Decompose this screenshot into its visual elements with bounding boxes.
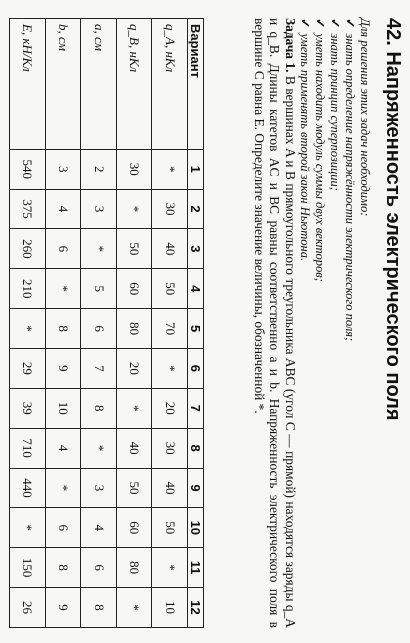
table-cell: 3 [81, 189, 117, 229]
requirements-block [297, 18, 372, 628]
table-cell: 70 [152, 309, 188, 349]
table-cell: 20 [152, 388, 188, 428]
table-cell: 210 [10, 269, 46, 309]
variant-number: 12 [188, 588, 204, 628]
table-cell: 30 [116, 149, 152, 189]
requirement-item: ✓знать определение напряжённости электрического поля; [343, 18, 357, 342]
variant-number: 5 [188, 309, 204, 349]
table-cell: 60 [116, 508, 152, 548]
table-cell: * [81, 229, 117, 269]
table-cell: 3 [81, 468, 117, 508]
table-cell: 4 [81, 508, 117, 548]
table-cell: 6 [81, 548, 117, 588]
table-cell: 80 [116, 548, 152, 588]
table-cell: 8 [81, 388, 117, 428]
table-cell: 20 [116, 349, 152, 389]
table-cell: 50 [116, 468, 152, 508]
variants-table [9, 18, 204, 628]
table-cell: 2 [81, 149, 117, 189]
table-cell: * [116, 588, 152, 628]
table-cell: 4 [45, 189, 81, 229]
table-cell: 80 [116, 309, 152, 349]
table-cell: * [152, 548, 188, 588]
variant-number: 10 [188, 508, 204, 548]
check-icon: ✓ [313, 18, 327, 29]
variant-number: 4 [188, 269, 204, 309]
table-cell: 8 [45, 548, 81, 588]
table-cell: 3 [45, 149, 81, 189]
requirement-item: ✓уметь применять второй закон Ньютона. [298, 18, 312, 262]
section-heading: 42. Напряженность электрического поля [382, 18, 404, 421]
table-cell: 29 [10, 349, 46, 389]
variant-number: 9 [188, 468, 204, 508]
table-cell: 50 [116, 229, 152, 269]
table-row [10, 19, 46, 628]
row-label: a, см [81, 19, 117, 150]
table-cell: * [152, 349, 188, 389]
variant-number: 8 [188, 428, 204, 468]
table-cell: 40 [152, 229, 188, 269]
table-cell: 150 [10, 548, 46, 588]
row-label: q_B, нКл [116, 19, 152, 150]
table-row [81, 19, 117, 628]
variant-number: 6 [188, 349, 204, 389]
row-label: E, кН/Кл [10, 19, 46, 150]
check-icon: ✓ [298, 18, 312, 29]
table-cell: * [45, 468, 81, 508]
variant-number: 2 [188, 189, 204, 229]
requirement-item: ✓уметь находить модуль суммы двух векторов; [313, 18, 327, 282]
table-body [10, 19, 188, 628]
table-cell: 440 [10, 468, 46, 508]
table-cell: 40 [116, 428, 152, 468]
table-cell: 8 [45, 309, 81, 349]
table-cell: 10 [45, 388, 81, 428]
table-cell: 39 [10, 388, 46, 428]
table-cell: 9 [45, 588, 81, 628]
table-row [45, 19, 81, 628]
table-cell: * [45, 269, 81, 309]
table-cell: 9 [45, 349, 81, 389]
check-icon: ✓ [343, 18, 357, 29]
task-label: Задача 1. [283, 18, 298, 73]
table-header-row [188, 19, 204, 628]
table-cell: 10 [152, 588, 188, 628]
table-cell: * [116, 388, 152, 428]
table-cell: 50 [152, 269, 188, 309]
table-cell: * [10, 508, 46, 548]
task-statement [252, 18, 299, 628]
table-cell: * [10, 309, 46, 349]
requirements-list [297, 18, 357, 628]
table-cell: 6 [81, 309, 117, 349]
row-label: b, см [45, 19, 81, 150]
table-cell: * [152, 149, 188, 189]
table-cell: 6 [45, 229, 81, 269]
check-icon: ✓ [328, 18, 342, 29]
table-cell: 5 [81, 269, 117, 309]
table-cell: 4 [45, 428, 81, 468]
table-cell: 7 [81, 349, 117, 389]
table-row [116, 19, 152, 628]
table-cell: 6 [45, 508, 81, 548]
table-cell: 375 [10, 189, 46, 229]
variant-header: Вариант [188, 19, 204, 150]
table-cell: 30 [152, 428, 188, 468]
task-text: В вершинах A и B прямоугольного треугольника ABC (угол C — прямой) находятся заряды q_A и q_B. Длины катетов AC и BC равны соответственно a и b. Напряженность электрического поля в вершине C равна E. Определите значение величины, обозначенной *. [252, 18, 298, 628]
requirements-lead: Для решения этих задач необходимо: [358, 18, 372, 217]
row-label: q_A, нКл [152, 19, 188, 150]
table-cell: 540 [10, 149, 46, 189]
table-cell: 710 [10, 428, 46, 468]
table-row [152, 19, 188, 628]
variant-number: 11 [188, 548, 204, 588]
table-cell: * [116, 189, 152, 229]
table-cell: 26 [10, 588, 46, 628]
table-cell: 260 [10, 229, 46, 269]
table-cell: 40 [152, 468, 188, 508]
table-cell: 8 [81, 588, 117, 628]
requirement-item: ✓знать принцип суперпозиции; [328, 18, 342, 191]
variant-number: 3 [188, 229, 204, 269]
table-cell: 30 [152, 189, 188, 229]
variant-number: 1 [188, 149, 204, 189]
table-cell: * [81, 428, 117, 468]
variant-number: 7 [188, 388, 204, 428]
table-cell: 60 [116, 269, 152, 309]
table-cell: 50 [152, 508, 188, 548]
